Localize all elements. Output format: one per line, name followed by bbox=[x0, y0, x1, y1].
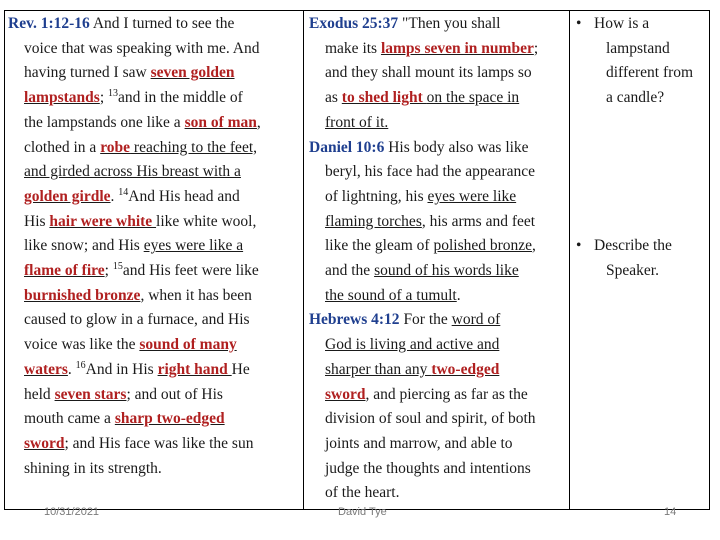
passage-text: make its bbox=[325, 39, 381, 57]
passage-text: shining in its strength. bbox=[24, 459, 162, 477]
underlined-phrase: eyes were like a bbox=[143, 237, 244, 255]
verse-number: 16 bbox=[75, 359, 86, 371]
question-text: Speaker. bbox=[606, 261, 659, 279]
highlighted-phrase: waters bbox=[24, 360, 68, 378]
scripture-reference: Rev. 1:12-16 bbox=[8, 15, 90, 32]
highlighted-phrase: two-edged bbox=[431, 360, 500, 378]
passage-text: reaching to the feet, bbox=[130, 138, 257, 156]
column-divider bbox=[569, 10, 570, 510]
passage-text: like the gleam of bbox=[325, 237, 434, 255]
underlined-phrase: sharper than any bbox=[325, 360, 432, 378]
scripture-reference: Exodus 25:37 bbox=[309, 15, 399, 32]
highlighted-phrase: to shed light bbox=[341, 89, 427, 107]
underlined-phrase: polished bronze bbox=[433, 237, 533, 255]
passage-text: division of soul and spirit, of both bbox=[325, 410, 536, 428]
highlighted-phrase: robe bbox=[100, 138, 131, 156]
question-item bbox=[572, 12, 708, 111]
question-item bbox=[572, 234, 708, 283]
passage-text: and the bbox=[325, 262, 375, 280]
passage-text: judge the thoughts and intentions bbox=[325, 459, 531, 477]
underlined-phrase: on the space in bbox=[426, 89, 520, 107]
passage-text: having turned I saw bbox=[24, 64, 151, 82]
passage-text: as bbox=[325, 89, 342, 107]
highlighted-phrase: hair were white bbox=[49, 212, 157, 230]
highlighted-phrase: lampstands bbox=[24, 89, 100, 107]
underlined-phrase: flaming torches bbox=[325, 212, 422, 230]
passage-text: And I turned to see the bbox=[89, 15, 235, 32]
question-text: Describe the bbox=[594, 236, 672, 254]
highlighted-phrase: flame of fire bbox=[24, 262, 105, 280]
question-text: lampstand bbox=[606, 39, 670, 57]
highlighted-phrase: burnished bronze bbox=[24, 286, 141, 304]
scripture-reference: Hebrews 4:12 bbox=[309, 311, 400, 329]
passage-text: held bbox=[24, 385, 55, 403]
passage-text: and His feet were like bbox=[122, 262, 259, 280]
highlighted-phrase: seven golden bbox=[150, 64, 235, 82]
passage-text: He bbox=[231, 360, 250, 378]
footer-author: David Tye bbox=[338, 506, 387, 518]
passage-text: , bbox=[256, 113, 261, 131]
highlighted-phrase: sword bbox=[325, 385, 366, 403]
passage-text: like white wool, bbox=[156, 212, 257, 230]
verse-number: 13 bbox=[108, 87, 118, 99]
bullet-icon: • bbox=[576, 15, 582, 32]
passage-text: mouth came a bbox=[24, 410, 115, 428]
passage-text: And in His bbox=[85, 360, 158, 378]
passage-text: . bbox=[67, 360, 76, 378]
highlighted-phrase: sound of many bbox=[139, 336, 237, 354]
passage-text: , bbox=[532, 237, 536, 255]
page-number: 14 bbox=[664, 506, 677, 518]
passage-text: And His head and bbox=[128, 187, 240, 205]
highlighted-phrase: right hand bbox=[157, 360, 232, 378]
passage-text: His body also was like bbox=[384, 138, 529, 156]
passage-text: voice that was speaking with me. And bbox=[24, 39, 260, 57]
highlighted-phrase: son of man bbox=[184, 113, 257, 131]
passage-text: . bbox=[456, 286, 461, 304]
passage-text: . bbox=[110, 187, 119, 205]
question-text: a candle? bbox=[606, 89, 665, 107]
bullet-icon: • bbox=[576, 236, 582, 254]
verse-number: 14 bbox=[118, 186, 129, 198]
passage-text: clothed in a bbox=[24, 138, 101, 156]
passage-text: ; and out of His bbox=[126, 385, 223, 403]
highlighted-phrase: golden girdle bbox=[24, 187, 111, 205]
underlined-phrase: the sound of a tumult bbox=[325, 286, 457, 304]
highlighted-phrase: seven stars bbox=[54, 385, 127, 403]
scripture-reference: Daniel 10:6 bbox=[309, 138, 385, 156]
passage-text: ; bbox=[533, 39, 539, 57]
highlighted-phrase: sharp two-edged bbox=[114, 410, 225, 428]
question-text: How is a bbox=[594, 15, 650, 32]
passage-text: and in the middle of bbox=[118, 89, 243, 107]
passage-text: like snow; and His bbox=[24, 237, 144, 255]
highlighted-phrase: lamps seven in number bbox=[380, 39, 534, 57]
question-text: different from bbox=[606, 64, 694, 82]
passage-text: voice was like the bbox=[24, 336, 140, 354]
passage-text: For the bbox=[399, 311, 452, 329]
highlighted-phrase: sword bbox=[24, 434, 65, 452]
passage-text: , and piercing as far as the bbox=[365, 385, 528, 403]
passage-text: caused to glow in a furnace, and His bbox=[24, 311, 250, 329]
passage-text: , his arms and feet bbox=[421, 212, 536, 230]
passage-text: beryl, his face had the appearance bbox=[325, 163, 535, 181]
passage-text: of the heart. bbox=[325, 484, 400, 502]
column-divider bbox=[303, 10, 304, 510]
verse-number: 15 bbox=[112, 260, 123, 272]
passage-text: His bbox=[24, 212, 50, 230]
passage-text: "Then you shall bbox=[398, 15, 501, 32]
passage-text: of lightning, his bbox=[325, 187, 428, 205]
underlined-phrase: God is living and active and bbox=[325, 336, 500, 354]
underlined-phrase: sound of his words like bbox=[374, 262, 519, 280]
underlined-phrase: word of bbox=[451, 311, 501, 329]
passage-text: and girded across His breast with a bbox=[24, 163, 241, 181]
underlined-phrase: front of it. bbox=[325, 113, 389, 131]
passage-text: , when it has been bbox=[140, 286, 252, 304]
passage-text: and they shall mount its lamps so bbox=[325, 64, 532, 82]
passage-text: ; bbox=[99, 89, 108, 107]
passage-text: joints and marrow, and able to bbox=[325, 434, 513, 452]
underlined-phrase: eyes were like bbox=[427, 187, 517, 205]
cross-references bbox=[309, 12, 567, 506]
footer-date: 10/31/2021 bbox=[44, 506, 100, 518]
passage-text: ; and His face was like the sun bbox=[64, 434, 254, 452]
passage-text: the lampstands one like a bbox=[24, 113, 185, 131]
passage-text: ; bbox=[104, 262, 113, 280]
discussion-questions bbox=[572, 12, 708, 283]
revelation-passage bbox=[8, 12, 301, 481]
